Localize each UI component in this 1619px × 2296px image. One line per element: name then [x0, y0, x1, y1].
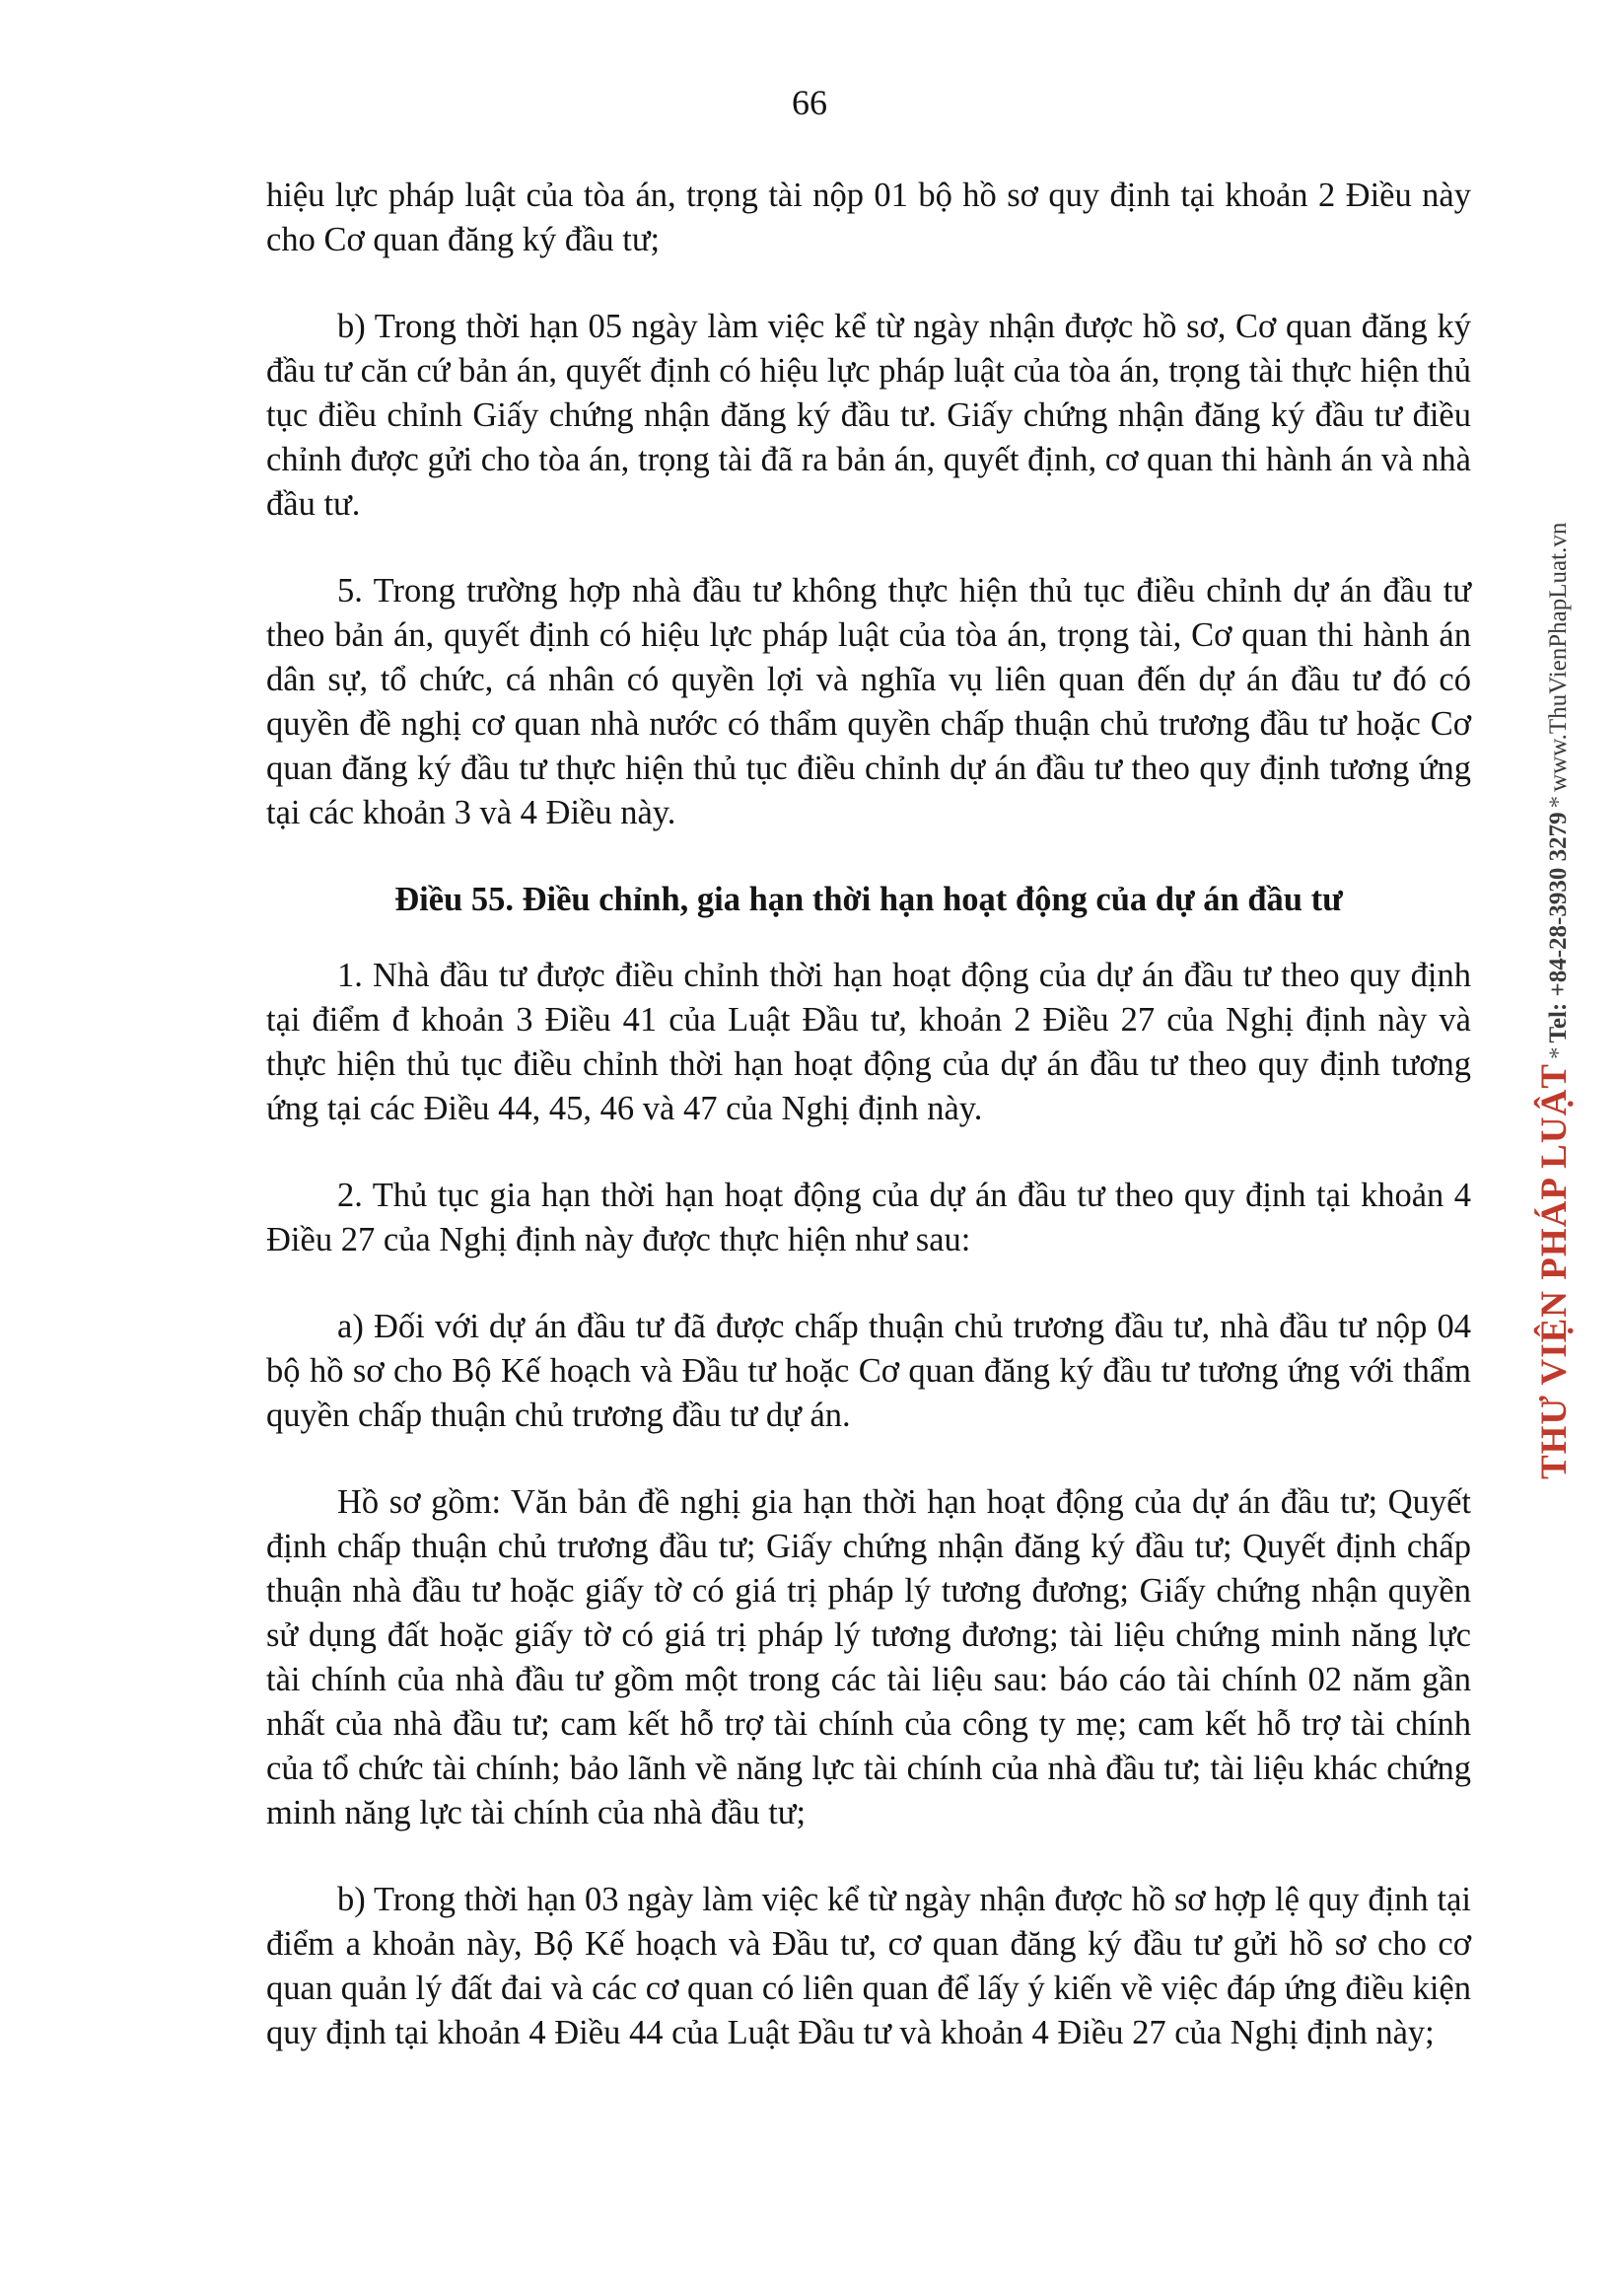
watermark-separator: * — [1545, 795, 1572, 809]
paragraph-clause-5: 5. Trong trường hợp nhà đầu tư không thực hiện thủ tục điều chỉnh dự án đầu tư theo bản án, quyết định có hiệu lực pháp luật của tòa án, trọng tài, Cơ quan thi hành án dân sự, tổ chức, cá nhân có quyền lợi và nghĩa vụ liên quan đến dự án đầu tư đó có quyền đề nghị cơ quan nhà nước có thẩm quyền chấp thuận chủ trương đầu tư hoặc Cơ quan đăng ký đầu tư thực hiện thủ tục điều chỉnh dự án đầu tư theo quy định tương ứng tại các khoản 3 và 4 Điều này. — [266, 572, 1471, 831]
watermark-brand: THƯ VIỆN PHÁP LUẬT — [1534, 1063, 1575, 1479]
paragraph-dossier: Hồ sơ gồm: Văn bản đề nghị gia hạn thời hạn hoạt động của dự án đầu tư; Quyết định chấp thuận chủ trương đầu tư; Giấy chứng nhận đăng ký đầu tư; Quyết định chấp thuận nhà đầu tư hoặc giấy tờ có giá trị pháp lý tương đương; Giấy chứng nhận quyền sử dụng đất hoặc giấy tờ có giá trị pháp lý tương đương; tài liệu chứng minh năng lực tài chính của nhà đầu tư gồm một trong các tài liệu sau: báo cáo tài chính 02 năm gần nhất của nhà đầu tư; cam kết hỗ trợ tài chính của công ty mẹ; cam kết hỗ trợ tài chính của tổ chức tài chính; bảo lãnh về năng lực tài chính của nhà đầu tư; tài liệu khác chứng minh năng lực tài chính của nhà đầu tư; — [266, 1483, 1471, 1831]
watermark-website: www.ThuVienPhapLuat.vn — [1545, 522, 1572, 792]
document-body — [266, 174, 1471, 2098]
watermark-tel: Tel: +84-28-3930 3279 — [1545, 812, 1572, 1043]
side-watermark — [1533, 493, 1577, 1479]
page-number: 66 — [792, 83, 827, 122]
paragraph-clause-2: 2. Thủ tục gia hạn thời hạn hoạt động của dự án đầu tư theo quy định tại khoản 4 Điều 27 của Nghị định này được thực hiện như sau: — [266, 1177, 1471, 1258]
article-55-heading: Điều 55. Điều chỉnh, gia hạn thời hạn hoạt động của dự án đầu tư — [394, 881, 1343, 918]
paragraph-continuation: hiệu lực pháp luật của tòa án, trọng tài nộp 01 bộ hồ sơ quy định tại khoản 2 Điều này cho Cơ quan đăng ký đầu tư; — [266, 177, 1471, 258]
paragraph-point-b-extension: b) Trong thời hạn 03 ngày làm việc kể từ ngày nhận được hồ sơ hợp lệ quy định tại điểm a khoản này, Bộ Kế hoạch và Đầu tư, cơ quan đăng ký đầu tư gửi hồ sơ cho cơ quan quản lý đất đai và các cơ quan có liên quan để lấy ý kiến về việc đáp ứng điều kiện quy định tại khoản 4 Điều 44 của Luật Đầu tư và khoản 4 Điều 27 của Nghị định này; — [266, 1881, 1471, 2051]
paragraph-point-b-registration: b) Trong thời hạn 05 ngày làm việc kể từ ngày nhận được hồ sơ, Cơ quan đăng ký đầu tư căn cứ bản án, quyết định có hiệu lực pháp luật của tòa án, trọng tài thực hiện thủ tục điều chỉnh Giấy chứng nhận đăng ký đầu tư. Giấy chứng nhận đăng ký đầu tư điều chỉnh được gửi cho tòa án, trọng tài đã ra bản án, quyết định, cơ quan thi hành án và nhà đầu tư. — [266, 308, 1471, 523]
paragraph-clause-1: 1. Nhà đầu tư được điều chỉnh thời hạn hoạt động của dự án đầu tư theo quy định tại điểm đ khoản 3 Điều 41 của Luật Đầu tư, khoản 2 Điều 27 của Nghị định này và thực hiện thủ tục điều chỉnh thời hạn hoạt động của dự án đầu tư theo quy định tương ứng tại các Điều 44, 45, 46 và 47 của Nghị định này. — [266, 957, 1471, 1127]
watermark-separator: * — [1545, 1046, 1572, 1060]
paragraph-point-a: a) Đối với dự án đầu tư đã được chấp thuận chủ trương đầu tư, nhà đầu tư nộp 04 bộ hồ sơ cho Bộ Kế hoạch và Đầu tư hoặc Cơ quan đăng ký đầu tư tương ứng với thẩm quyền chấp thuận chủ trương đầu tư dự án. — [266, 1308, 1471, 1434]
